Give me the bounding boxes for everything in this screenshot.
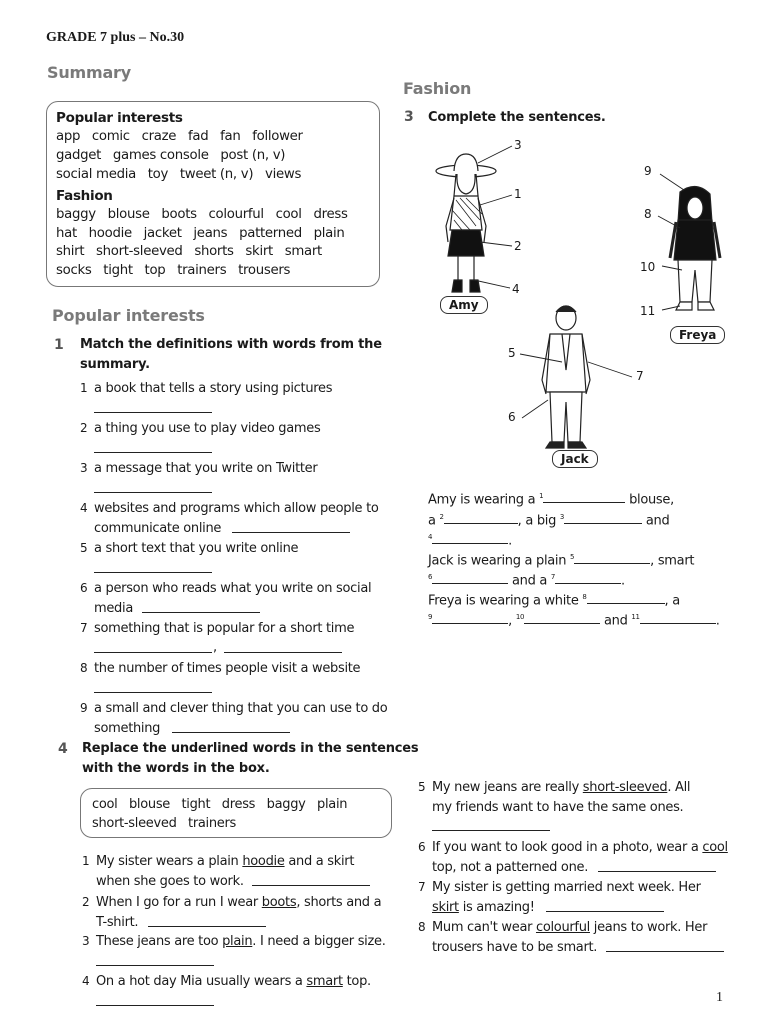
label-11: 11 [640,304,656,318]
popular-interests-title: Popular interests [52,306,205,325]
ex3-blank-5[interactable] [574,551,650,564]
ex4-sentence-7: 7 My sister is getting married next week. Her skirt is amazing! [418,880,701,915]
label-5: 5 [508,346,516,360]
label-1: 1 [514,187,522,201]
label-8: 8 [644,207,652,221]
ex3-sentence-amy-3: $^4$ . [428,533,512,549]
ex1-answer-blank-8[interactable] [94,680,212,693]
exercise-1-instruction: Match the definitions with words from the summary. [80,337,382,372]
ex4-word-box-line: cool blouse tight dress baggy plain [92,797,348,812]
ex1-item-2: 2 a thing you use to play video games [80,421,321,436]
label-9: 9 [644,164,652,178]
ex1-item-7: 7 something that is popular for a short time [80,621,355,636]
ex1-answer-blank-3[interactable] [94,480,212,493]
ex3-blank-3[interactable] [564,511,642,524]
summary-popular-line: app comic craze fad fan follower [56,129,303,144]
ex3-sentence-jack-1: Jack is wearing a plain $^5$ , smart [428,553,695,569]
ex4-answer-blank-2[interactable] [148,914,266,927]
summary-popular-line: social media toy tweet (n, v) views [56,167,302,182]
ex3-blank-6[interactable] [432,571,508,584]
ex1-item-5: 5 a short text that you write online [80,541,299,556]
label-2: 2 [514,239,522,253]
summary-fashion-head: Fashion [56,188,113,204]
summary-fashion-line: socks tight top trainers trousers [56,263,291,278]
exercise-3-number: 3 [404,109,414,125]
ex1-answer-blank-9[interactable] [172,720,290,733]
page-number: 1 [716,990,723,1005]
label-4: 4 [512,282,520,296]
summary-fashion-line: baggy blouse boots colourful cool dress [56,207,348,222]
grade-header: GRADE 7 plus – No.30 [46,30,185,45]
ex3-blank-2[interactable] [444,511,518,524]
fashion-title: Fashion [403,79,472,98]
ex3-sentence-freya-2: $^9$ , $^{10}$ and $^{11}$ . [428,613,720,629]
ex3-blank-7[interactable] [555,571,621,584]
ex4-answer-blank-3[interactable] [96,953,214,966]
summary-popular-line: gadget games console post (n, v) [56,148,286,163]
ex3-blank-10[interactable] [524,611,600,624]
summary-title: Summary [47,63,131,82]
ex4-answer-blank-1[interactable] [252,873,370,886]
ex1-item-8: 8 the number of times people visit a website [80,661,361,676]
ex4-word-box-line: short-sleeved trainers [92,816,236,831]
amy-figure [436,154,496,292]
label-7: 7 [636,369,644,383]
ex3-sentence-amy-2: a $^2$ , a big $^3$ and [428,513,670,529]
ex1-item-9: 9 a small and clever thing that you can use to do something [80,701,388,736]
ex1-answer-blank-1[interactable] [94,400,212,413]
summary-popular-head: Popular interests [56,110,183,126]
name-tag-freya: Freya [670,326,725,344]
ex3-sentence-amy-1: Amy is wearing a $^1$ blouse, [428,492,674,508]
ex4-answer-blank-4[interactable] [96,993,214,1006]
ex3-blank-9[interactable] [432,611,508,624]
summary-fashion-line: hat hoodie jacket jeans patterned plain [56,226,345,241]
ex1-answer-blank-2[interactable] [94,440,212,453]
ex3-blank-4[interactable] [432,531,508,544]
ex3-sentence-jack-2: $^6$ and a $^7$ . [428,573,625,589]
ex3-sentence-freya-1: Freya is wearing a white $^8$ , a [428,593,680,609]
ex1-item-4: 4 websites and programs which allow people to communicate online [80,501,379,536]
ex4-answer-blank-6[interactable] [598,859,716,872]
freya-figure [670,186,720,310]
ex1-answer-blank-5[interactable] [94,560,212,573]
label-10: 10 [640,260,656,274]
jack-figure [542,306,590,448]
exercise-1-number: 1 [54,337,64,353]
ex4-sentence-4: 4 On a hot day Mia usually wears a smart top. [82,974,371,989]
ex1-item-1: 1 a book that tells a story using pictures [80,381,333,396]
ex3-blank-11[interactable] [640,611,716,624]
ex4-sentence-1: 1 My sister wears a plain hoodie and a skirt when she goes to work. [82,854,355,889]
ex4-sentence-2: 2 When I go for a run I wear boots, shorts and a T-shirt. [82,895,382,930]
exercise-4-instruction: Replace the underlined words in the sentences with the words in the box. [82,741,419,776]
ex3-blank-1[interactable] [543,490,625,503]
ex4-answer-blank-7[interactable] [546,899,664,912]
ex1-answer-blank-4[interactable] [232,520,350,533]
label-3: 3 [514,138,522,152]
label-6: 6 [508,410,516,424]
ex4-answer-blank-5[interactable] [432,818,550,831]
summary-fashion-line: shirt short-sleeved shorts skirt smart [56,244,322,259]
ex4-sentence-6: 6 If you want to look good in a photo, wear a cool top, not a patterned one. [418,840,728,875]
ex1-item-6: 6 a person who reads what you write on social media [80,581,372,616]
ex4-answer-blank-8[interactable] [606,939,724,952]
ex1-answer-blank-6[interactable] [142,600,260,613]
ex1-answer-blank-7b[interactable] [224,640,342,653]
ex1-answer-blank-7a[interactable] [94,640,212,653]
ex4-sentence-8: 8 Mum can't wear colourful jeans to work. Her trousers have to be smart. [418,920,708,955]
comma-separator: , [213,640,217,655]
name-tag-jack: Jack [552,450,598,468]
ex4-sentence-5: 5 My new jeans are really short-sleeved. All my friends want to have the same ones. [418,780,691,815]
ex3-blank-8[interactable] [587,591,665,604]
name-tag-amy: Amy [440,296,488,314]
ex1-item-3: 3 a message that you write on Twitter [80,461,318,476]
exercise-3-instruction: Complete the sentences. [428,110,606,125]
ex4-sentence-3: 3 These jeans are too plain. I need a bigger size. [82,934,386,949]
exercise-4-number: 4 [58,741,68,757]
